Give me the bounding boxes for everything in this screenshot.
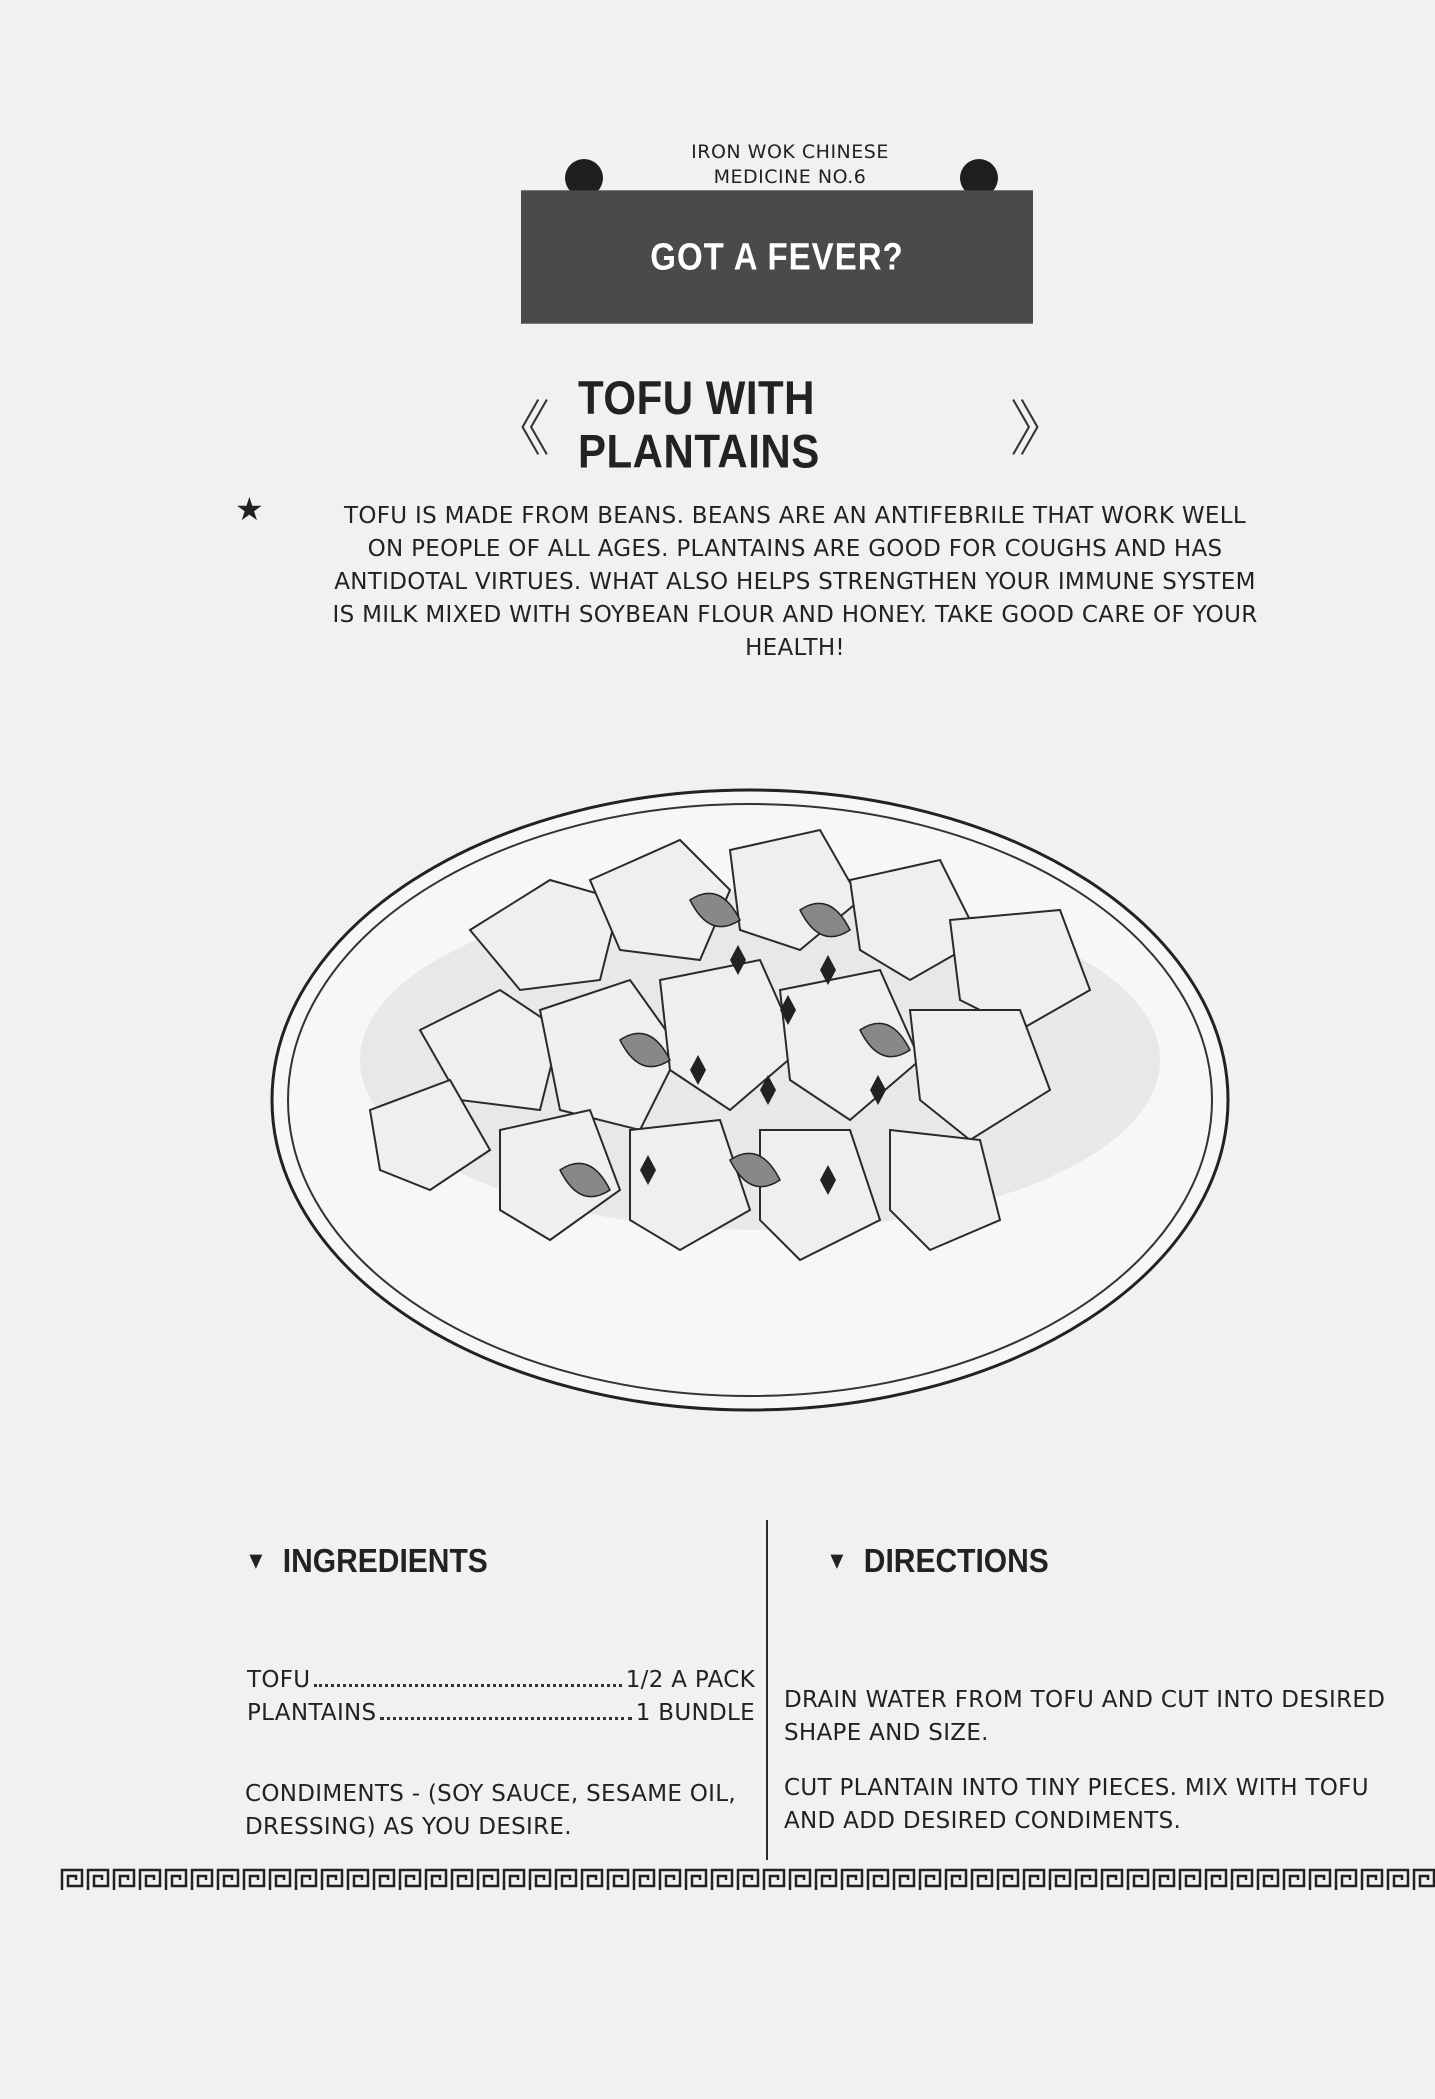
direction-step-2: CUT PLANTAIN INTO TINY PIECES. MIX WITH TOFU AND ADD DESIRED CONDIMENTS. [784,1775,1369,1834]
star-icon: ★ [235,490,264,528]
ingredient-amount: 1/2 A PACK [625,1667,755,1693]
condiments-note: CONDIMENTS - (SOY SAUCE, SESAME OIL, DRESSING) AS YOU DESIRE. [245,1781,736,1840]
ingredients-heading-text: INGREDIENTS [282,1543,488,1580]
ingredient-row [247,1667,755,1693]
recipe-title [490,371,1070,478]
ingredients-heading [245,1543,488,1580]
series-title-line-1: IRON WOK CHINESE [691,141,889,163]
directions-heading [826,1543,1049,1580]
series-title [640,140,940,190]
tofu-plate-illustration [260,730,1260,1460]
recipe-description: TOFU IS MADE FROM BEANS. BEANS ARE AN ANTIFEBRILE THAT WORK WELL ON PEOPLE OF ALL AGES. PLANTAINS ARE GOOD FOR COUGHS AND HAS ANTIDOTAL VIRTUES. WHAT ALSO HELPS STRENGTHEN YOUR IMMUNE SYSTEM IS MILK MIXED WITH SOYBEAN FLOUR AND HONEY. TAKE GOOD CARE OF YOUR HEALTH! [332,503,1258,661]
ingredient-row [247,1700,755,1726]
column-divider [766,1520,768,1860]
close-bracket-icon: 》 [1010,395,1070,465]
dot-leader [314,1684,621,1687]
recipe-name: TOFU WITH PLANTAINS [578,371,820,478]
directions-heading-text: DIRECTIONS [863,1543,1049,1580]
ingredient-amount: 1 BUNDLE [635,1700,755,1726]
open-bracket-icon: 《 [490,395,550,465]
triangle-down-icon: ▼ [245,1546,267,1575]
topic-banner: GOT A FEVER? [521,190,1033,323]
greek-key-border [60,1866,1435,1894]
ingredient-name: TOFU [247,1667,311,1693]
series-title-line-2: MEDICINE NO.6 [713,166,867,188]
triangle-down-icon: ▼ [826,1546,848,1575]
ingredient-name: PLANTAINS [247,1700,377,1726]
dot-leader [380,1717,631,1720]
direction-step-1: DRAIN WATER FROM TOFU AND CUT INTO DESIRED SHAPE AND SIZE. [784,1687,1386,1746]
